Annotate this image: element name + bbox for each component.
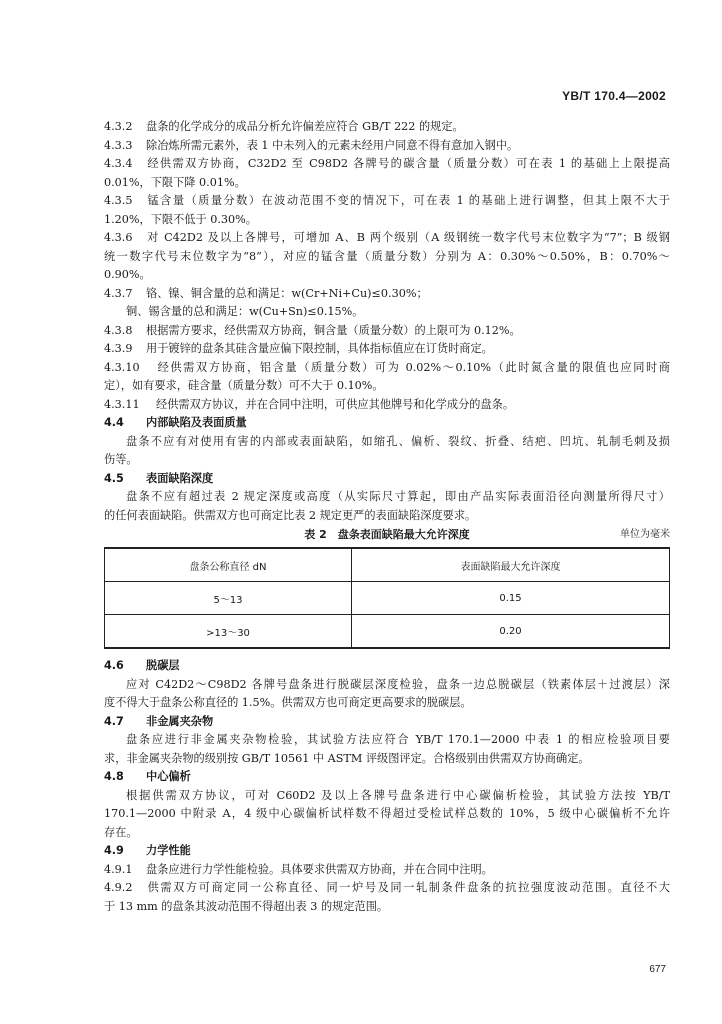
clause-number: 4.3.8: [104, 323, 133, 337]
section-number: 4.8: [104, 770, 124, 783]
section-4-4-text-cont: 伤等。: [104, 453, 138, 466]
section-title: 内部缺陷及表面质量: [146, 416, 247, 429]
section-number: 4.7: [104, 714, 124, 728]
clause-text: 供需双方可商定同一公称直径、同一炉号及同一轧制条件盘条的抗拉强度波动范围。直径不大: [146, 881, 670, 894]
clause-4-3-3: [104, 137, 670, 156]
section-number: 4.6: [104, 659, 124, 672]
table-cell: 0.15: [352, 582, 670, 615]
clause-number: 4.3.5: [104, 194, 133, 207]
clause-text: 经供需双方协议，并在合同中注明，可供应其他牌号和化学成分的盘条。: [156, 397, 515, 411]
section-4-8-text-cont2: 存在。: [104, 825, 138, 839]
standard-code: YB/T 170.4—2002: [562, 89, 666, 103]
clause-text: 根据需方要求，经供需双方协商，铜含量（质量分数）的上限可为 0.12%。: [146, 323, 521, 337]
section-4-7-text: 盘条应进行非金属夹杂物检验，其试验方法应符合 YB/T 170.1—2000 中表 1 的相应检验项目要: [126, 733, 670, 746]
clause-4-9-1: [104, 861, 670, 880]
page-number: 677: [649, 964, 666, 975]
section-4-5-heading: [104, 470, 670, 489]
table-header-row: [105, 548, 670, 582]
clause-4-3-4-cont: 0.01%，下限下降 0.01%。: [104, 175, 246, 189]
section-title: 非金属夹杂物: [146, 714, 214, 728]
table-header-depth: 表面缺陷最大允许深度: [352, 548, 670, 582]
section-number: 4.4: [104, 416, 124, 429]
section-4-6-text-cont: 度不得大于盘条公称直径的 1.5%。供需双方也可商定更高要求的脱碳层。: [104, 696, 472, 709]
clause-number: 4.3.2: [104, 120, 133, 133]
clause-4-3-7: [104, 285, 670, 304]
section-title: 中心偏析: [146, 770, 191, 783]
clause-number: 4.9.2: [104, 881, 133, 894]
clause-text: 盘条应进行力学性能检验。具体要求供需双方协商，并在合同中注明。: [146, 862, 493, 876]
clause-4-3-5-cont: 1.20%，下限不低于 0.30%。: [104, 212, 257, 226]
section-4-7-heading: [104, 713, 670, 732]
section-title: 表面缺陷深度: [146, 471, 214, 485]
section-number: 4.9: [104, 844, 124, 857]
clause-4-3-10: [104, 359, 670, 378]
table-2-caption: [104, 525, 670, 545]
clause-4-3-9: [104, 340, 670, 359]
table-row: [105, 615, 670, 649]
clause-4-3-11: [104, 396, 670, 415]
clause-number: 4.3.6: [104, 231, 133, 244]
table-title: 表 2 盘条表面缺陷最大允许深度: [304, 528, 470, 541]
table-cell: 5～13: [105, 582, 352, 615]
clause-text: 用于镀锌的盘条其硅含量应偏下限控制，具体指标值应在订货时商定。: [146, 342, 493, 355]
section-4-7-text-cont: 求，非金属夹杂物的级别按 GB/T 10561 中 ASTM 评级图评定。合格级别由供需双方协商确定。: [104, 751, 590, 765]
section-title: 脱碳层: [146, 659, 180, 672]
clause-4-3-6: [104, 229, 670, 248]
clause-4-3-6-cont: 统一数字代号末位数字为“8”），对应的锰含量（质量分数）分别为 A：0.30%～0.50%，B：0.70%～: [104, 249, 670, 263]
clause-text: 铬、镍、铜含量的总和满足：w(Cr+Ni+Cu)≤0.30%；: [146, 286, 428, 300]
section-title: 力学性能: [146, 844, 191, 857]
section-4-6-text: 应对 C42D2～C98D2 各牌号盘条进行脱碳层深度检验，盘条一边总脱碳层（铁素体层＋过渡层）深: [126, 677, 670, 691]
clause-4-3-7-cont: 铜、锡含量的总和满足：w(Cu+Sn)≤0.15%。: [126, 305, 364, 318]
clause-text: 经供需双方协商，铝含量（质量分数）可为 0.02%～0.10%（此时氮含量的限值也应同时商: [156, 360, 670, 374]
clause-text: 对 C42D2 及以上各牌号，可增加 A、B 两个级别（A 级钢统一数字代号末位数字为“7”；B 级钢: [146, 231, 670, 244]
section-4-8-text-cont: 170.1—2000 中附录 A，4 级中心碳偏析试样数不得超过受检试样总数的 10%，5 级中心碳偏析不允许: [104, 807, 670, 820]
clause-4-9-2: [104, 879, 670, 898]
section-4-4-text: 盘条不应有对使用有害的内部或表面缺陷，如缩孔、偏析、裂纹、折叠、结疤、凹坑、轧制毛刺及损: [126, 434, 670, 448]
document-body: [104, 118, 670, 916]
section-4-5-text: 盘条不应有超过表 2 规定深度或高度（从实际尺寸算起，即由产品实际表面沿径向测量所得尺寸）: [126, 490, 670, 503]
clause-text: 除冶炼所需元素外，表 1 中未列入的元素未经用户同意不得有意加入钢中。: [146, 138, 519, 152]
clause-text: 经供需双方协商，C32D2 至 C98D2 各牌号的碳含量（质量分数）可在表 1 的基础上上限提高: [146, 157, 670, 170]
clause-number: 4.3.10: [104, 360, 140, 374]
clause-4-3-4: [104, 155, 670, 174]
section-4-8-heading: [104, 768, 670, 787]
clause-4-3-2: [104, 118, 670, 137]
clause-4-3-8: [104, 322, 670, 341]
section-4-5-text-cont: 的任何表面缺陷。供需双方也可商定比表 2 规定更严的表面缺陷深度要求。: [104, 508, 477, 522]
clause-4-9-2-cont: 于 13 mm 的盘条其波动范围不得超出表 3 的规定范围。: [104, 899, 389, 913]
clause-number: 4.3.4: [104, 157, 133, 170]
clause-number: 4.3.11: [104, 397, 140, 411]
table-header-diameter: 盘条公称直径 dN: [105, 548, 352, 582]
clause-number: 4.3.3: [104, 138, 133, 152]
section-4-8-text: 根据供需双方协议，可对 C60D2 及以上各牌号盘条进行中心碳偏析检验，其试验方法按 YB/T: [126, 788, 670, 802]
section-number: 4.5: [104, 471, 124, 485]
section-4-4-heading: [104, 414, 670, 433]
clause-4-3-10-cont: 定），如有要求，硅含量（质量分数）可不大于 0.10%。: [104, 379, 384, 392]
clause-number: 4.3.9: [104, 342, 133, 355]
section-4-6-heading: [104, 657, 670, 676]
clause-text: 锰含量（质量分数）在波动范围不变的情况下，可在表 1 的基础上进行调整，但其上限不大于: [146, 194, 670, 207]
clause-number: 4.9.1: [104, 862, 133, 876]
clause-4-3-6-cont2: 0.90%。: [104, 268, 151, 281]
table-unit: 单位为毫米: [620, 529, 670, 540]
table-cell: >13～30: [105, 615, 352, 649]
table-row: [105, 582, 670, 615]
table-cell: 0.20: [352, 615, 670, 649]
table-2: [104, 547, 670, 649]
section-4-9-heading: [104, 842, 670, 861]
clause-4-3-5: [104, 192, 670, 211]
clause-text: 盘条的化学成分的成品分析允许偏差应符合 GB/T 222 的规定。: [146, 120, 464, 133]
clause-number: 4.3.7: [104, 286, 133, 300]
